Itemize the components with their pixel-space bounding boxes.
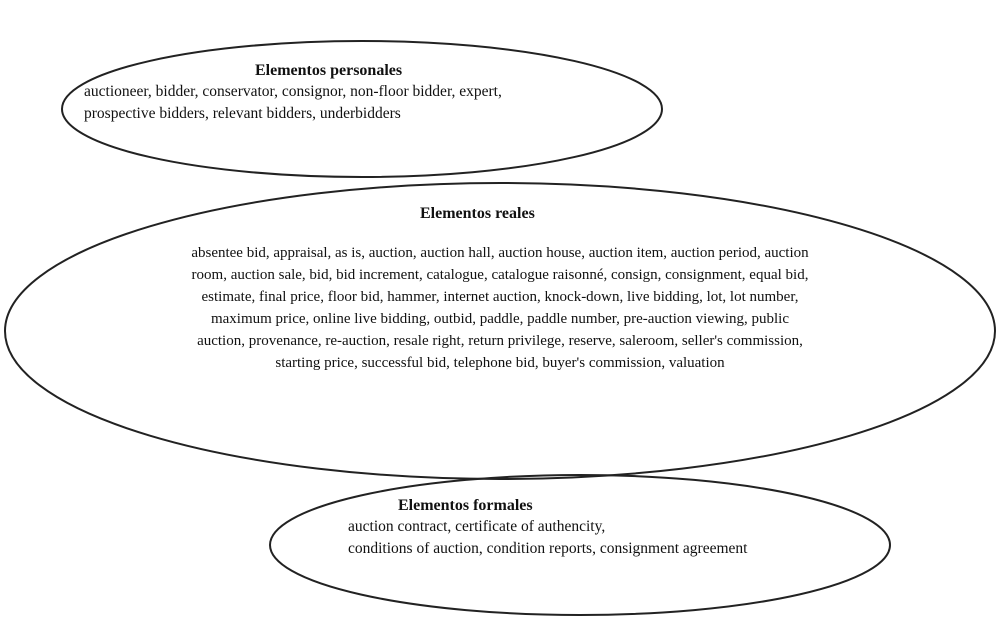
formales-line: auction contract, certificate of authencity, [348,518,606,535]
reales-line: maximum price, online live bidding, outbid, paddle, paddle number, pre-auction viewing, public [210,311,789,327]
personales-line: prospective bidders, relevant bidders, underbidders [84,105,401,122]
personales-terms [84,81,502,125]
formales-title: Elementos formales [398,497,533,514]
personales-line: auctioneer, bidder, conservator, consignor, non-floor bidder, expert, [84,83,502,100]
personales-title: Elementos personales [255,62,403,79]
reales-line: auction, provenance, re-auction, resale right, return privilege, reserve, saleroom, seller's commission, [197,333,803,349]
reales-line: absentee bid, appraisal, as is, auction, auction hall, auction house, auction item, auction period, auction [191,245,809,261]
reales-terms [16,242,984,374]
reales-line: room, auction sale, bid, bid increment, catalogue, catalogue raisonné, consign, consignment, equal bid, [191,267,809,283]
formales-terms [348,516,747,560]
reales-line: estimate, final price, floor bid, hammer, internet auction, knock-down, live bidding, lot, lot number, [201,289,799,305]
formales-line: conditions of auction, condition reports, consignment agreement [348,540,748,557]
reales-line: starting price, successful bid, telephone bid, buyer's commission, valuation [275,355,725,371]
reales-title: Elementos reales [420,205,535,222]
